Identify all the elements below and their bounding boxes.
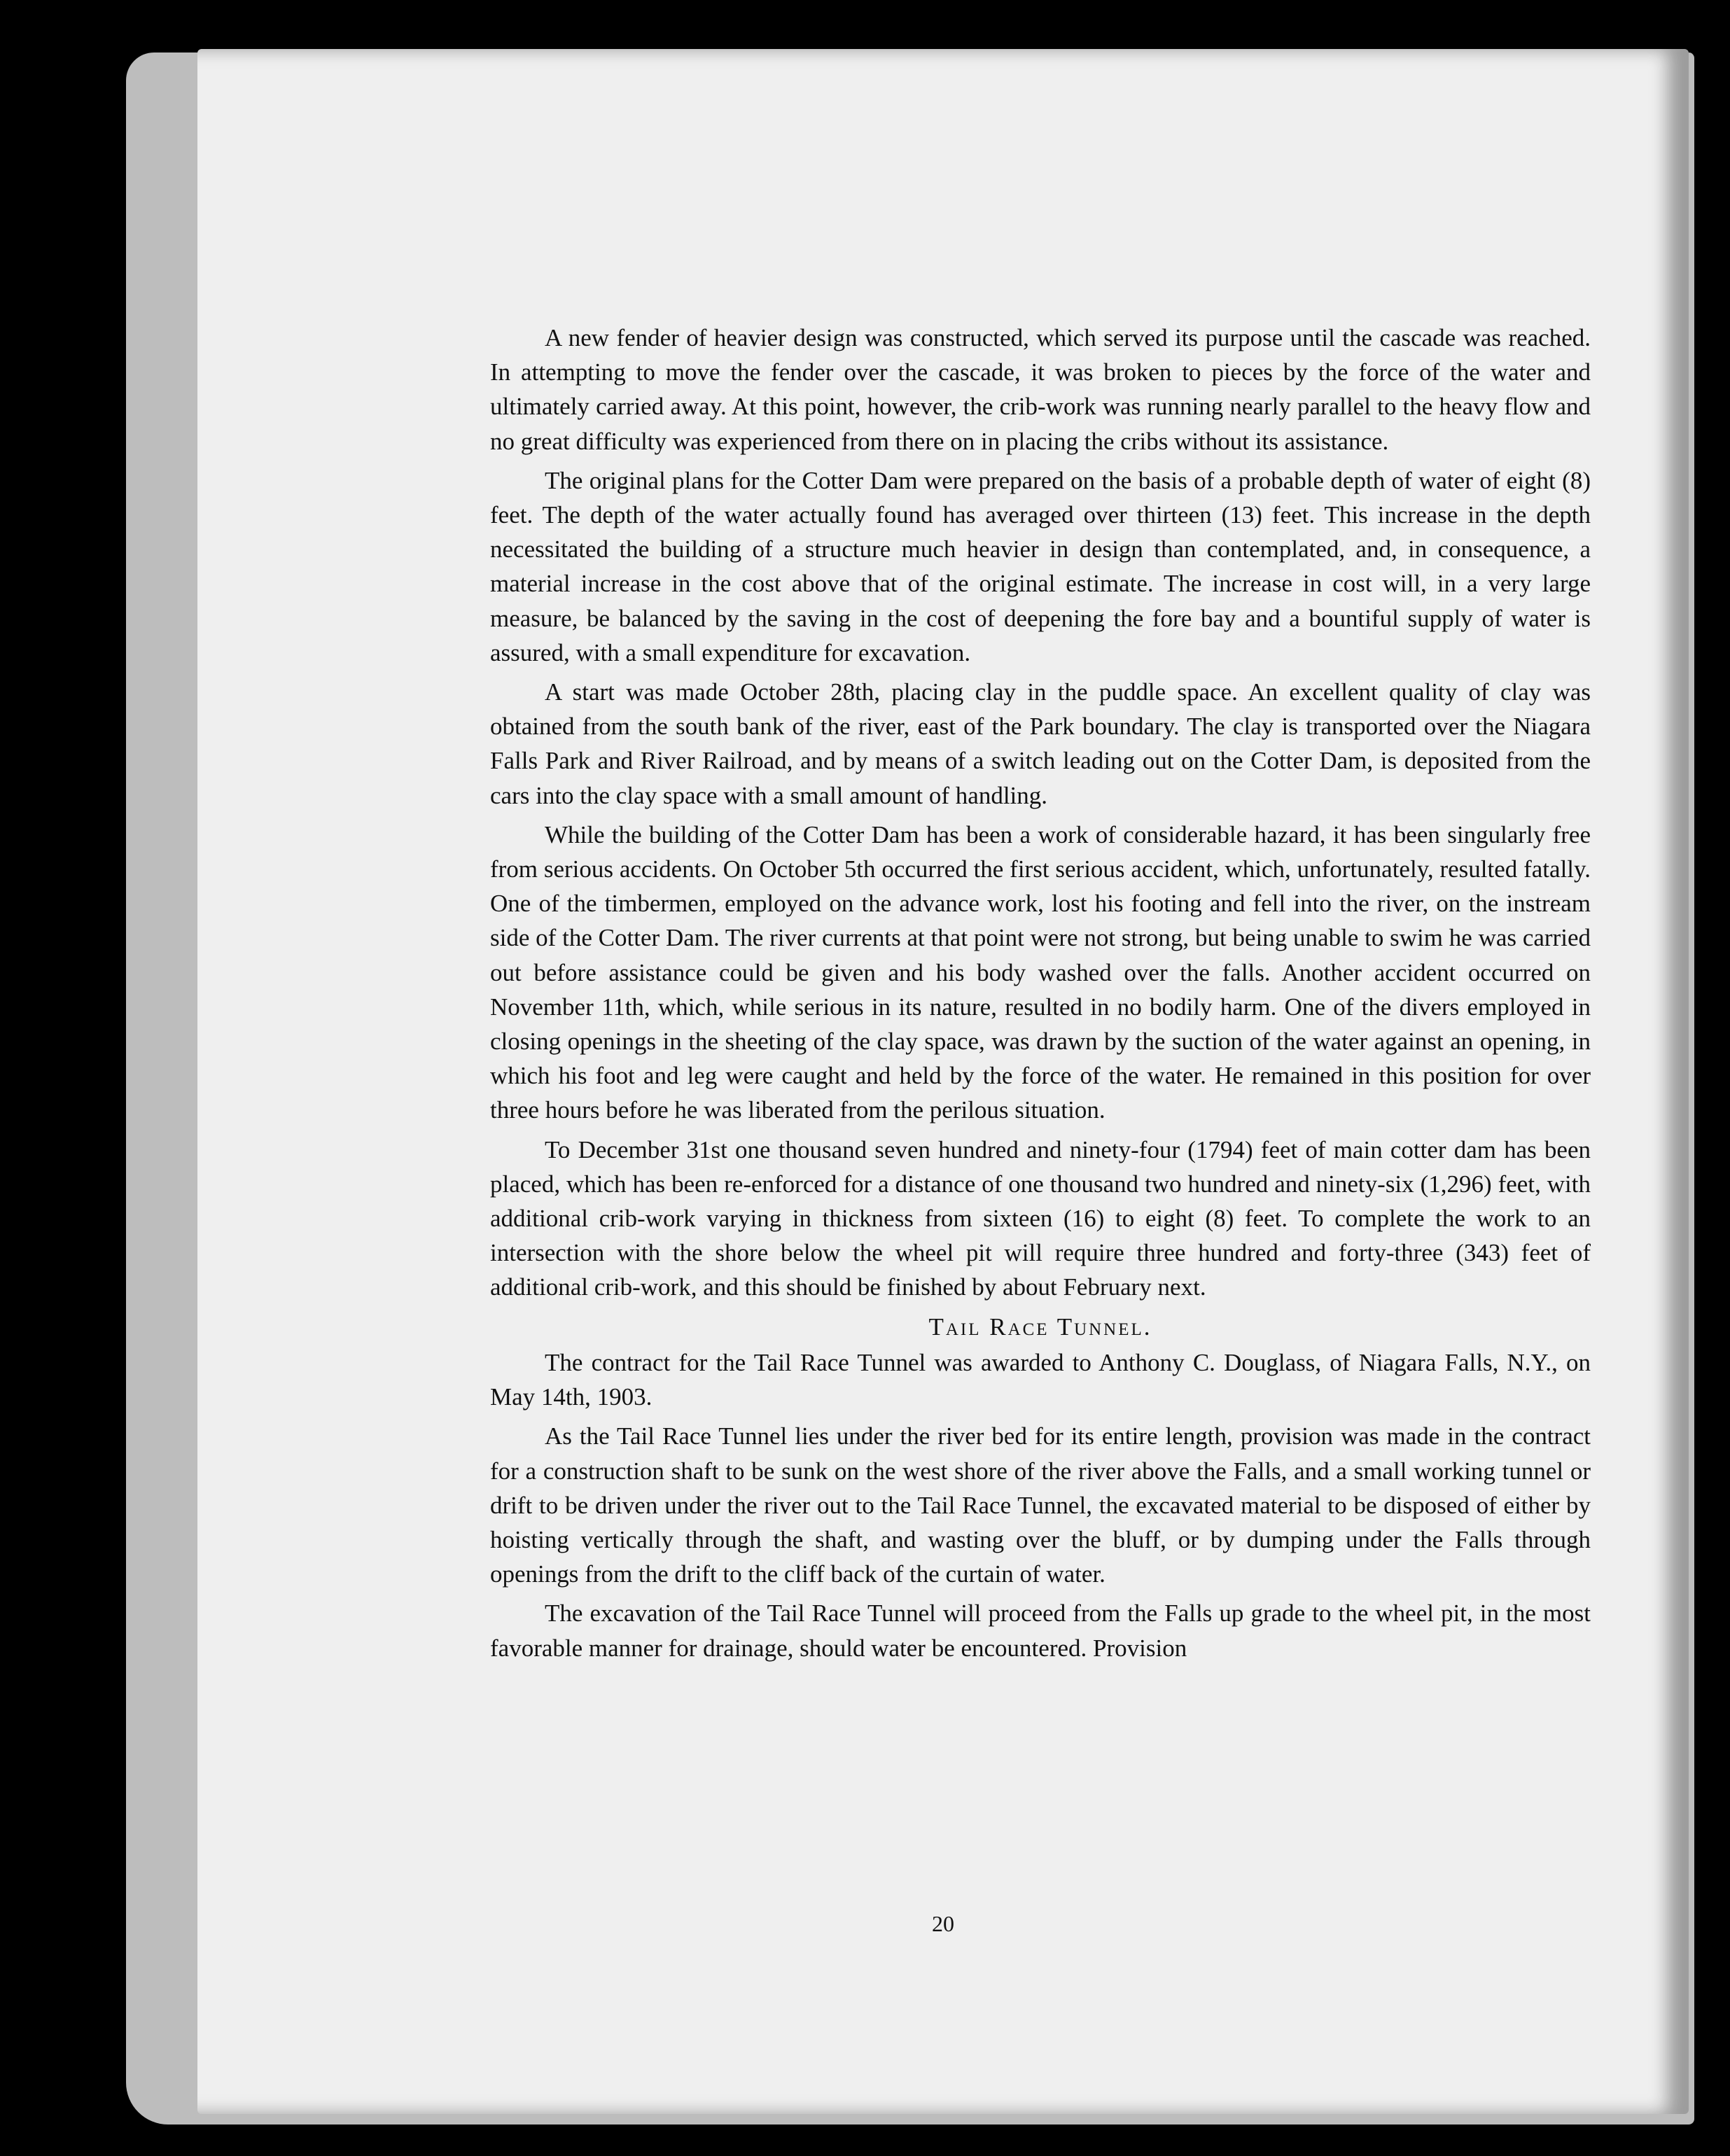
paragraph: To December 31st one thousand seven hundred and ninety-four (1794) feet of main cotter dam has been placed, which has been re-enforced for a distance of one thousand two hundred and ninety-six (1,296) feet, with additional crib-work varying in thickness from sixteen (16) to eight (8) feet. To complete the work to an intersection with the shore below the wheel pit will require three hundred and forty-three (343) feet of additional crib-work, and this should be finished by about February next. — [490, 1135, 1591, 1301]
paragraph: A start was made October 28th, placing clay in the puddle space. An excellent quality of clay was obtained from the south bank of the river, east of the Park boundary. The clay is transported over the Niagara Falls Park and River Railroad, and by means of a switch leading out on the Cotter Dam, is deposited from the cars into the clay space with a small amount of handling. — [490, 678, 1591, 809]
page-number: 20 — [932, 1911, 954, 1936]
body-text — [490, 321, 1591, 1670]
section-heading: Tail Race Tunnel. — [928, 1312, 1152, 1340]
paragraph: As the Tail Race Tunnel lies under the river bed for its entire length, provision was made in the contract for a construction shaft to be sunk on the west shore of the river above the Falls, and a small working tunnel or drift to be driven under the river out to the Tail Race Tunnel, the excavated material to be disposed of either by hoisting vertically through the shaft, and wasting over the bluff, or by dumping under the Falls through openings from the drift to the cliff back of the curtain of water. — [490, 1422, 1591, 1588]
paragraph: The excavation of the Tail Race Tunnel will proceed from the Falls up grade to the wheel pit, in the most favorable manner for drainage, should water be encountered. Provision — [490, 1600, 1591, 1662]
paragraph: A new fender of heavier design was constructed, which served its purpose until the cascade was reached. In attempting to move the fender over the cascade, it was broken to pieces by the force of the water and ultimately carried away. At this point, however, the crib-work was running nearly parallel to the heavy flow and no great difficulty was experienced from there on in placing the cribs without its assistance. — [490, 324, 1591, 455]
paragraph: The contract for the Tail Race Tunnel was awarded to Anthony C. Douglass, of Niagara Falls, N.Y., on May 14th, 1903. — [490, 1348, 1591, 1411]
paragraph: While the building of the Cotter Dam has been a work of considerable hazard, it has been singularly free from serious accidents. On October 5th occurred the first serious accident, which, unfortunately, resulted fatally. One of the timbermen, employed on the advance work, lost his footing and fell into the river, on the instream side of the Cotter Dam. The river currents at that point were not strong, but being unable to swim he was carried out before assistance could be given and his body washed over the falls. Another accident occurred on November 11th, which, while serious in its nature, resulted in no bodily harm. One of the divers employed in closing openings in the sheeting of the clay space, was drawn by the suction of the water against an opening, in which his foot and leg were caught and held by the force of the water. He remained in this position for over three hours before he was liberated from the perilous situation. — [490, 820, 1591, 1124]
paragraph: The original plans for the Cotter Dam were prepared on the basis of a probable depth of water of eight (8) feet. The depth of the water actually found has averaged over thirteen (13) feet. This increase in the depth necessitated the building of a structure much heavier in design than contemplated, and, in consequence, a material increase in the cost above that of the original estimate. The increase in cost will, in a very large measure, be balanced by the saving in the cost of deepening the fore bay and a bountiful supply of water is assured, with a small expenditure for excavation. — [490, 466, 1591, 666]
